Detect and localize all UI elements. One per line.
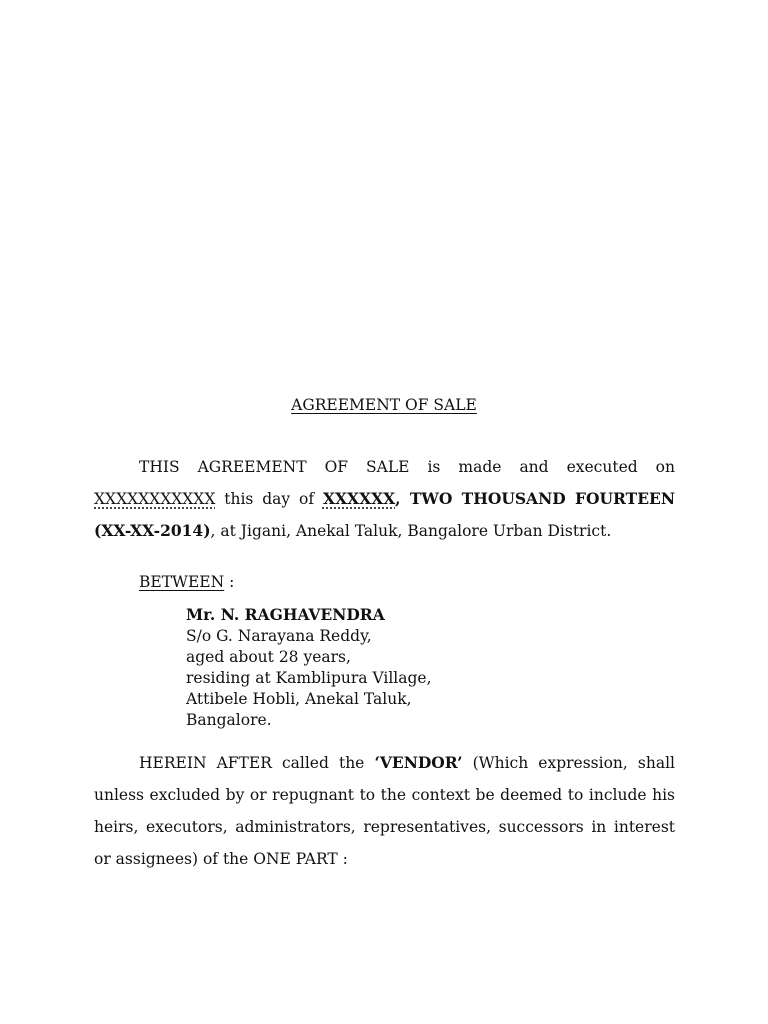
vendor-prefix: Mr. N.	[186, 605, 245, 624]
month-placeholder: XXXXXX	[322, 489, 396, 508]
intro-paragraph	[94, 451, 675, 547]
intro-text-1: THIS AGREEMENT OF SALE is made and executed on	[139, 458, 675, 476]
vendor-name-line	[186, 604, 432, 626]
vendor-address-line: Attibele Hobli, Anekal Taluk,	[186, 690, 412, 708]
vendor-name: RAGHAVENDRA	[244, 605, 385, 624]
document-title: AGREEMENT OF SALE	[291, 396, 477, 414]
hereinafter-text-1: HEREIN AFTER called the	[139, 754, 375, 772]
vendor-term: ‘VENDOR’	[374, 753, 463, 772]
between-colon: :	[224, 573, 235, 591]
between-heading	[139, 573, 234, 591]
year-words: , TWO THOUSAND FOURTEEN	[395, 489, 675, 508]
vendor-address-line: aged about 28 years,	[186, 648, 351, 666]
vendor-address-block	[186, 604, 432, 731]
intro-text-2: this day of	[215, 490, 323, 508]
date-placeholder: XXXXXXXXXXX	[94, 490, 216, 508]
hereinafter-paragraph	[94, 747, 675, 875]
date-numeric: (XX-XX-2014)	[94, 521, 211, 540]
between-label: BETWEEN	[139, 573, 225, 591]
vendor-address-line: residing at Kamblipura Village,	[186, 669, 432, 687]
vendor-address-line: Bangalore.	[186, 711, 272, 729]
vendor-address-line: S/o G. Narayana Reddy,	[186, 627, 372, 645]
intro-location: , at Jigani, Anekal Taluk, Bangalore Urban District.	[210, 522, 612, 540]
hereinafter-text-2: (Which expression, shall unless excluded by or repugnant to the context be deemed to include his heirs, executors, administrators, representatives, successors in interest or assignees) of the ONE PART :	[94, 754, 675, 868]
